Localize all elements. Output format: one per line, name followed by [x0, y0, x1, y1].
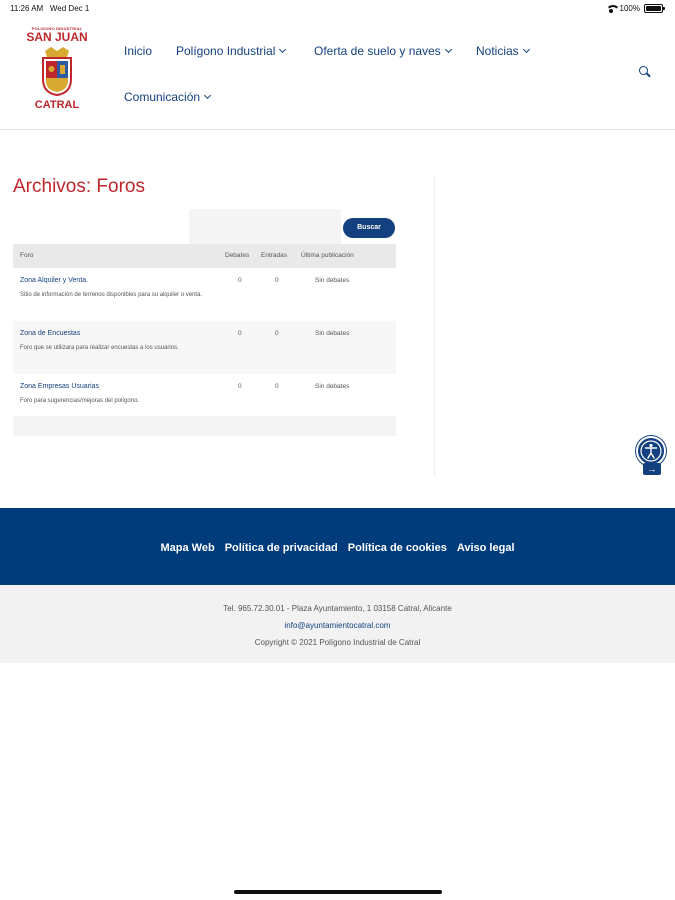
site-logo[interactable] [24, 26, 90, 122]
table-row [13, 321, 396, 374]
nav-item-label: Noticias [476, 44, 519, 58]
footer-link-legal[interactable]: Aviso legal [456, 542, 515, 554]
chevron-down-icon [523, 46, 530, 53]
status-right [606, 4, 663, 13]
debates-count: 0 [238, 330, 242, 337]
entries-count: 0 [275, 330, 279, 337]
wifi-icon [606, 5, 616, 13]
footer-link-cookies[interactable]: Política de cookies [347, 542, 447, 554]
status-time: 11:26 AM Wed Dec 1 [10, 4, 90, 13]
debates-count: 0 [238, 383, 242, 390]
chevron-down-icon [204, 92, 211, 99]
chevron-down-icon [279, 46, 286, 53]
footer-contact: Tel. 965.72.30.01 - Plaza Ayuntamiento, 1 03158 Catral, Alicante [223, 604, 452, 613]
footer-nav [0, 508, 675, 585]
forum-table [13, 244, 396, 436]
nav-item-label: Inicio [124, 44, 153, 58]
battery-fill [646, 6, 661, 11]
last-post: Sin debates [315, 383, 350, 390]
page-title: Archivos: Foros [13, 176, 145, 197]
nav-item-oferta[interactable] [314, 44, 451, 58]
forum-description: Foro para sugerencias/mejoras del polígono. [20, 398, 140, 404]
nav-item-label: Oferta de suelo y naves [314, 44, 441, 58]
status-bar [0, 0, 675, 18]
nav-item-comunicacion[interactable] [124, 90, 210, 104]
footer-email-link[interactable]: info@ayuntamientocatral.com [284, 621, 391, 630]
chevron-down-icon [445, 46, 452, 53]
forum-description: Foro que se utilizara para realizar encuestas a los usuarios. [20, 345, 179, 351]
logo-title: SAN JUAN [26, 30, 88, 44]
table-row [13, 268, 396, 321]
forum-link[interactable]: Zona Empresas Usuarias [20, 383, 99, 390]
sidebar-divider [434, 176, 435, 476]
nav-item-noticias[interactable] [476, 44, 529, 58]
header-last-post: Última publicación [301, 252, 354, 259]
nav-item-inicio[interactable] [124, 44, 152, 58]
table-header [13, 244, 396, 268]
header-entries: Entradas [261, 252, 288, 259]
entries-count: 0 [275, 383, 279, 390]
search-icon[interactable] [639, 66, 651, 78]
footer-link-sitemap[interactable]: Mapa Web [160, 542, 215, 554]
nav-item-label: Polígono Industrial [176, 44, 276, 58]
nav-item-label: Comunicación [124, 90, 201, 104]
logo-subtitle: POLIGONO INDUSTRIAL [31, 26, 83, 31]
forum-link[interactable]: Zona Alquiler y Venta. [20, 277, 89, 284]
site-header [0, 18, 675, 130]
forum-search-input[interactable] [189, 209, 341, 244]
logo-town: CATRAL [34, 99, 80, 111]
home-indicator[interactable] [234, 890, 442, 894]
entries-count: 0 [275, 277, 279, 284]
nav-item-poligono[interactable] [176, 44, 285, 58]
table-row [13, 374, 396, 416]
battery-icon [644, 4, 663, 13]
arrow-right-icon: → [643, 463, 661, 475]
debates-count: 0 [238, 277, 242, 284]
accessibility-icon [636, 436, 666, 466]
coat-of-arms-icon [37, 45, 77, 97]
main-nav [124, 18, 564, 130]
header-debates: Debates [225, 252, 250, 259]
forum-description: Sitio de información de terrenos disponibles para su alquiler o venta. [20, 292, 203, 298]
forum-link[interactable]: Zona de Encuestas [20, 330, 81, 337]
footer-info [0, 585, 675, 663]
footer-copyright: Copyright © 2021 Polígono Industrial de Catral [254, 638, 421, 647]
footer-links [0, 542, 675, 554]
header-forum: Foro [20, 252, 34, 259]
last-post: Sin debates [315, 330, 350, 337]
accessibility-button[interactable] [636, 436, 666, 476]
last-post: Sin debates [315, 277, 350, 284]
battery-percent: 100% [619, 4, 640, 13]
search-button[interactable]: Buscar [343, 218, 395, 238]
footer-link-privacy[interactable]: Política de privacidad [224, 542, 338, 554]
